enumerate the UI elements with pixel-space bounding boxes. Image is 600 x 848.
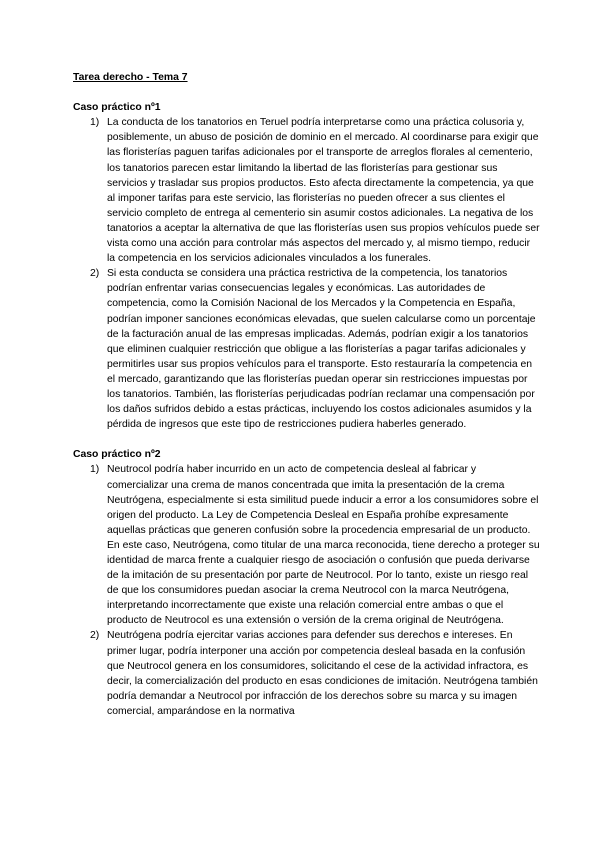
list-item-text: La conducta de los tanatorios en Teruel podría interpretarse como una práctica colusoria y, posiblemente, un abuso de posición de dominio en el mercado. Al coordinarse para exigir que las floristerías paguen tarifas adicionales por el transporte de arreglos florales al cementerio, los tanatorios parecen estar limitando la libertad de las floristerías para gestionar sus servicios y trasladar sus propios productos. Esto afecta directamente la competencia, ya que al imponer tarifas para este servicio, las floristerías no pueden ofrecer a sus clientes el servicio completo de entrega al cementerio sin asumir costos adicionales. La negativa de los tanatorios a aceptar la alternativa de que las floristerías usen sus propios vehículos puede ser vista como una acción para controlar más aspectos del mercado y, al mismo tiempo, reducir la competencia en los servicios adicionales vinculados a los funerales. [107,117,540,265]
case-2-title: Caso práctico nº2 [73,449,161,461]
list-item-number: 1) [90,464,100,476]
list-item [73,115,540,266]
list-item-text: Neutrocol podría haber incurrido en un acto de competencia desleal al fabricar y comercializar una crema de manos concentrada que imita la presentación de la crema Neutrógena, especialmente si esta similitud puede inducir a error a los consumidores sobre el origen del producto. La Ley de Competencia Desleal en España prohíbe expresamente aquellas prácticas que generen confusión sobre la procedencia empresarial de un producto. En este caso, Neutrógena, como titular de una marca reconocida, tiene derecho a proteger su identidad de marca frente a cualquier riesgo de asociación o confusión que pueda derivarse de la imitación de su presentación por parte de Neutrocol. Por lo tanto, existe un riesgo real de que los consumidores puedan asociar la crema Neutrocol con la marca Neutrógena, interpretando incorrectamente que existe una relación comercial entre ambas o que el producto de Neutrocol es una extensión o versión de la crema original de Neutrógena. [107,464,540,627]
case-1 [73,100,540,432]
list-item-number: 2) [90,268,100,280]
case-2 [73,447,540,719]
list-item-number: 1) [90,117,100,129]
document-title: Tarea derecho - Tema 7 [73,72,188,83]
list-item-text: Si esta conducta se considera una práctica restrictiva de la competencia, los tanatorios podrían enfrentar varias consecuencias legales y económicas. Las autoridades de competencia, como la Comisión Nacional de los Mercados y la Competencia en España, podrían imponer sanciones económicas elevadas, que suelen calcularse como un porcentaje de la facturación anual de las empresas implicadas. Además, podrían exigir a los tanatorios que eliminen cualquier restricción que obligue a las floristerías a pagar tarifas adicionales y permitirles usar sus propios vehículos para el transporte. Esto restauraría la competencia en el mercado, garantizando que las floristerías puedan operar sin restricciones impuestas por los tanatorios. También, las floristerías perjudicadas podrían reclamar una compensación por los daños sufridos debido a estas prácticas, incluyendo los costos adicionales asumidos y la pérdida de ingresos que este tipo de restricciones pudiera haberles generado. [107,268,536,431]
case-1-list [73,115,540,432]
case-1-title: Caso práctico nº1 [73,102,161,114]
list-item [73,628,540,719]
list-item-number: 2) [90,630,100,642]
list-item [73,462,540,628]
list-item-text: Neutrógena podría ejercitar varias acciones para defender sus derechos e intereses. En primer lugar, podría interponer una acción por competencia desleal basada en la confusión que Neutrocol genera en los consumidores, solicitando el cese de la actividad infractora, es decir, la comercialización del producto en esas condiciones de imitación. Neutrógena también podría demandar a Neutrocol por infracción de los derechos sobre su marca y su imagen comercial, amparándose en la normativa [107,630,538,717]
list-item [73,266,540,432]
case-2-list [73,462,540,719]
